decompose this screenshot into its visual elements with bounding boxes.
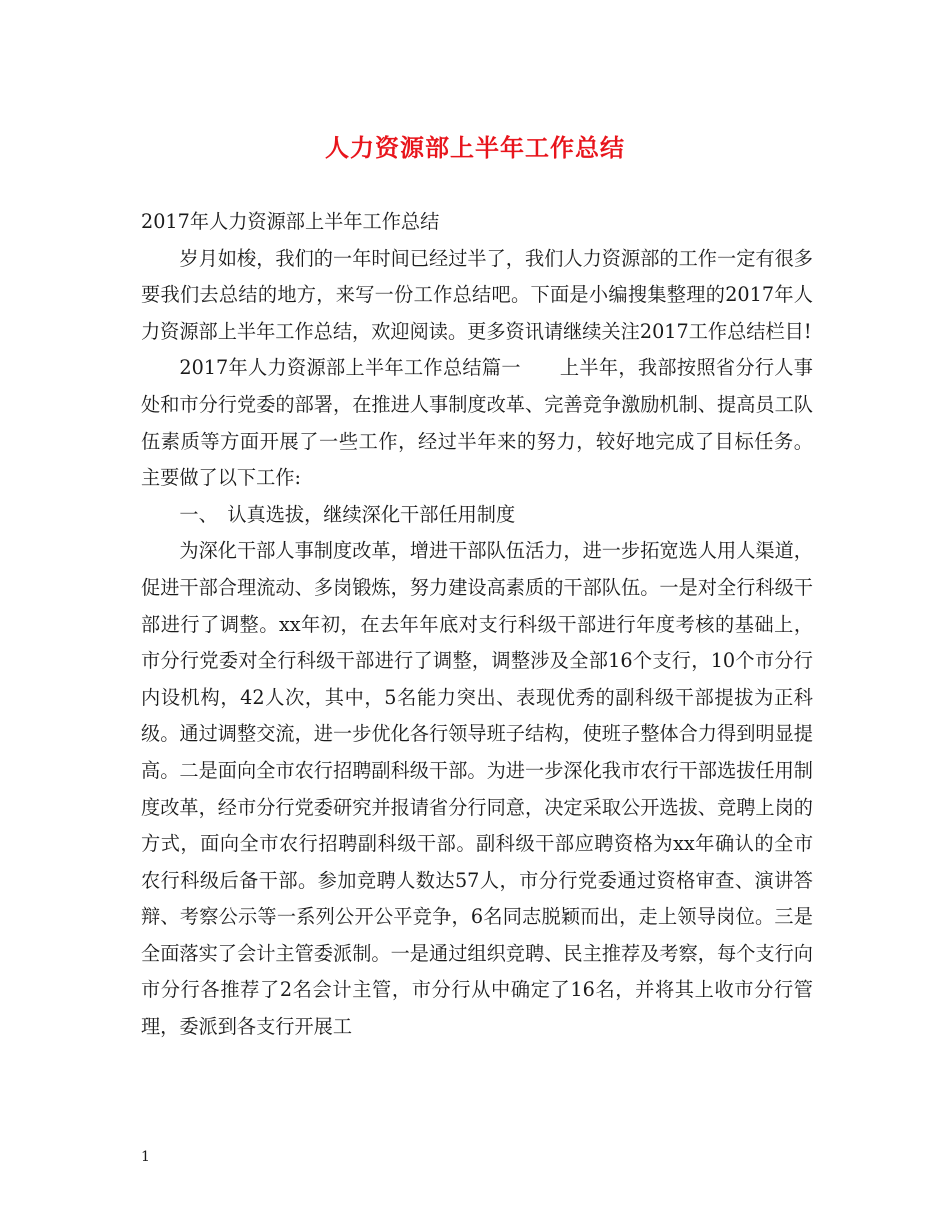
section-heading: 一、 认真选拔，继续深化干部任用制度 [179,502,516,526]
intro-paragraph: 岁月如梭，我们的一年时间已经过半了，我们人力资源部的工作一定有很多要我们去总结的地方，来写一份工作总结吧。下面是小编搜集整理的2017年人力资源部上半年工作总结，欢迎阅读。更多资讯请继续关注2017工作总结栏目! [141,246,813,343]
body-paragraph: 为深化干部人事制度改革，增进干部队伍活力，进一步拓宽选人用人渠道，促进干部合理流动、多岗锻炼，努力建设高素质的干部队伍。一是对全行科级干部进行了调整。xx年初，在去年年底对支行科级干部进行年度考核的基础上，市分行党委对全行科级干部进行了调整，调整涉及全部16个支行，10个市分行内设机构，42人次，其中，5名能力突出、表现优秀的副科级干部提拔为正科级。通过调整交流，进一步优化各行领导班子结构，使班子整体合力得到明显提高。二是面向全市农行招聘副科级干部。为进一步深化我市农行干部选拔任用制度改革，经市分行党委研究并报请省分行同意，决定采取公开选拔、竞聘上岗的方式，面向全市农行招聘副科级干部。副科级干部应聘资格为xx年确认的全市农行科级后备干部。参加竞聘人数达57人，市分行党委通过资格审查、演讲答辩、考察公示等一系列公开公平竞争，6名同志脱颖而出，走上领导岗位。三是全面落实了会计主管委派制。一是通过组织竞聘、民主推荐及考察，每个支行向市分行各推荐了2名会计主管，市分行从中确定了16名，并将其上收市分行管理，委派到各支行开展工 [141,539,813,1039]
document-body [141,204,813,1046]
document-subtitle: 2017年人力资源部上半年工作总结 [141,210,440,233]
document-title: 人力资源部上半年工作总结 [325,133,625,162]
page-number: 1 [141,1149,150,1165]
section-one-intro-paragraph: 2017年人力资源部上半年工作总结篇一 上半年，我部按照省分行人事处和市分行党委的部署，在推进人事制度改革、完善竞争激励机制、提高员工队伍素质等方面开展了一些工作，经过半年来的努力，较好地完成了目标任务。 主要做了以下工作: [141,356,813,490]
